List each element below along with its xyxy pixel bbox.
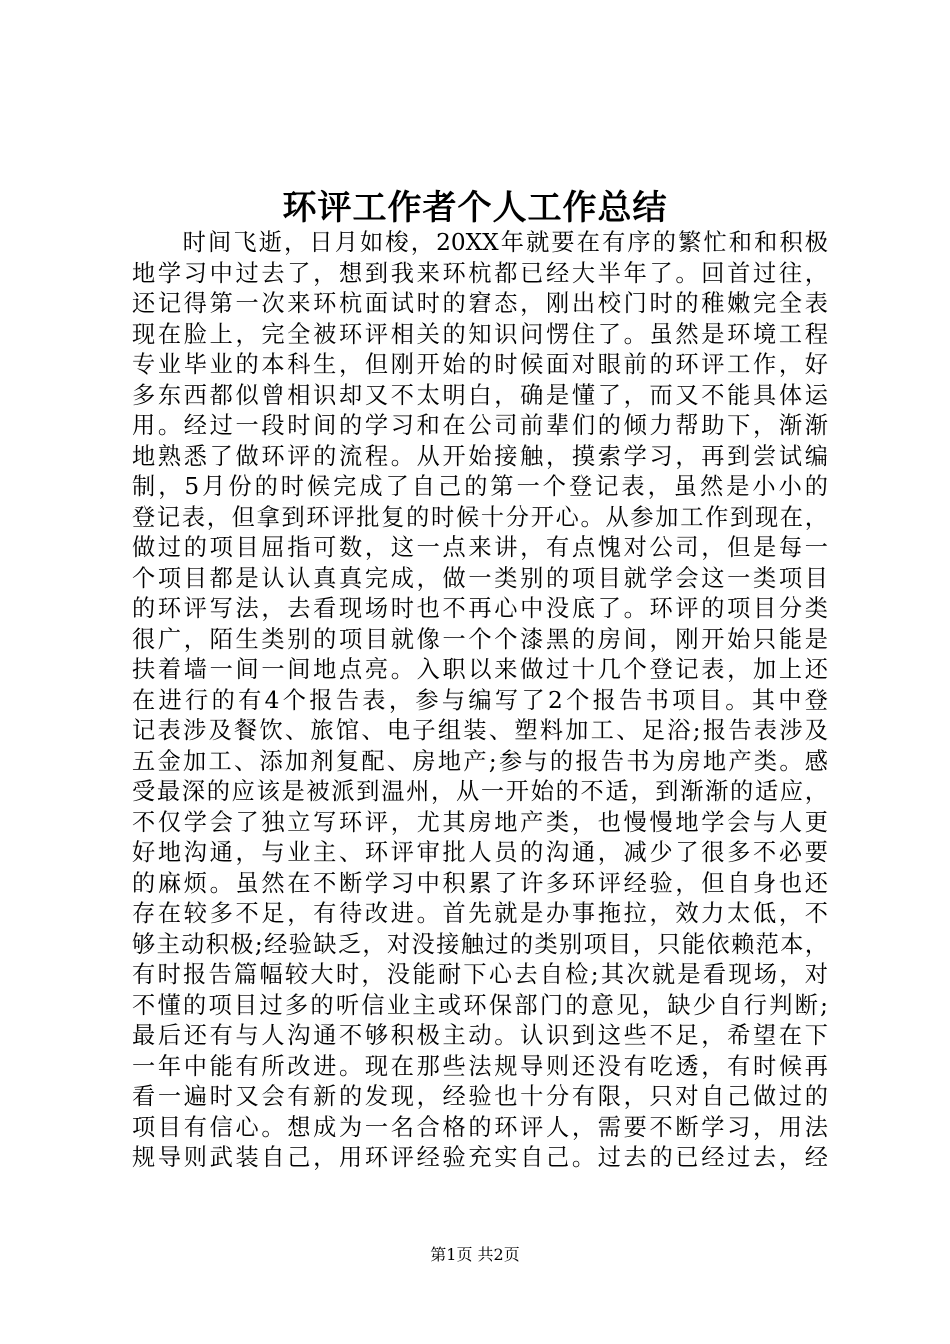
body-line-19: 受最深的应该是被派到温州，从一开始的不适，到渐渐的适应， [132, 778, 828, 805]
body-line-13: 的环评写法，去看现场时也不再心中没底了。环评的项目分类 [132, 595, 828, 622]
body-line-4: 现在脸上，完全被环评相关的知识问愣住了。虽然是环境工程 [132, 320, 828, 348]
body-line-10: 登记表，但拿到环评批复的时候十分开心。从参加工作到现在， [132, 503, 828, 531]
body-line-22: 的麻烦。虽然在不断学习中积累了许多环评经验，但自身也还 [132, 869, 828, 897]
body-line-5: 专业毕业的本科生，但刚开始的时候面对眼前的环评工作，好 [132, 351, 828, 378]
body-line-27: 最后还有与人沟通不够积极主动。认识到这些不足，希望在下 [132, 1022, 828, 1049]
body-line-24: 够主动积极;经验缺乏，对没接触过的类别项目，只能依赖范本， [132, 930, 828, 958]
body-line-25: 有时报告篇幅较大时，没能耐下心去自检;其次就是看现场，对 [132, 961, 828, 988]
body-line-3: 还记得第一次来环杭面试时的窘态，刚出校门时的稚嫩完全表 [132, 290, 828, 317]
body-line-23: 存在较多不足，有待改进。首先就是办事拖拉，效力太低，不 [132, 900, 828, 927]
body-line-16: 在进行的有4个报告表，参与编写了2个报告书项目。其中登 [132, 686, 828, 714]
body-line-18: 五金加工、添加剂复配、房地产;参与的报告书为房地产类。感 [132, 747, 828, 775]
body-line-20: 不仅学会了独立写环评，尤其房地产类，也慢慢地学会与人更 [132, 808, 828, 836]
body-line-15: 扶着墙一间一间地点亮。入职以来做过十几个登记表，加上还 [132, 656, 828, 683]
body-line-8: 地熟悉了做环评的流程。从开始接触，摸索学习，再到尝试编 [132, 442, 828, 470]
page-number-footer: 第1页 共2页 [430, 1245, 520, 1264]
document-body [132, 228, 828, 1174]
body-line-11: 做过的项目屈指可数，这一点来讲，有点愧对公司，但是每一 [132, 534, 828, 561]
body-line-29: 看一遍时又会有新的发现，经验也十分有限，只对自己做过的 [132, 1083, 828, 1110]
body-line-21: 好地沟通，与业主、环评审批人员的沟通，减少了很多不必要 [132, 839, 828, 866]
body-line-30: 项目有信心。想成为一名合格的环评人，需要不断学习，用法 [132, 1113, 828, 1141]
body-line-31: 规导则武装自己，用环评经验充实自己。过去的已经过去，经 [132, 1144, 828, 1171]
body-line-6: 多东西都似曾相识却又不太明白，确是懂了，而又不能具体运 [132, 381, 828, 409]
body-line-28: 一年中能有所改进。现在那些法规导则还没有吃透，有时候再 [132, 1052, 828, 1080]
body-line-2: 地学习中过去了，想到我来环杭都已经大半年了。回首过往， [132, 259, 828, 287]
document-title: 环评工作者个人工作总结 [282, 188, 668, 228]
body-line-9: 制，5月份的时候完成了自己的第一个登记表，虽然是小小的 [132, 473, 828, 500]
body-line-7: 用。经过一段时间的学习和在公司前辈们的倾力帮助下，渐渐 [132, 412, 828, 439]
body-line-14: 很广，陌生类别的项目就像一个个漆黑的房间，刚开始只能是 [132, 625, 828, 653]
body-line-17: 记表涉及餐饮、旅馆、电子组装、塑料加工、足浴;报告表涉及 [132, 717, 828, 744]
body-line-26: 不懂的项目过多的听信业主或环保部门的意见，缺少自行判断; [132, 991, 828, 1019]
body-line-12: 个项目都是认认真真完成，做一类别的项目就学会这一类项目 [132, 564, 828, 592]
body-line-1: 时间飞逝，日月如梭，20XX年就要在有序的繁忙和和积极 [132, 229, 828, 256]
